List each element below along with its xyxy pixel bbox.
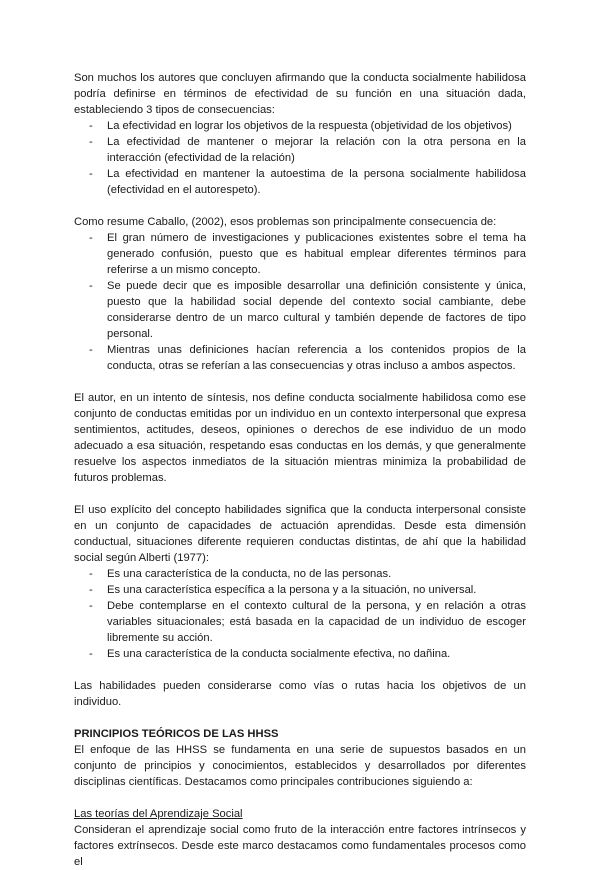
section-alberti <box>74 502 526 662</box>
list-problemas <box>74 230 526 374</box>
list-item: - Debe contemplarse en el contexto cultural de la persona, y en relación a otras variables situacionales; está basada en la capacidad de un individuo de escoger libremente su acción. <box>89 600 526 644</box>
section-principios <box>74 726 526 790</box>
paragraph-alberti: El uso explícito del concepto habilidades significa que la conducta interpersonal consiste en un conjunto de capacidades de actuación aprendidas. Desde esta dimensión conductual, situaciones diferente requieren conductas distintas, de ahí que la habilidad social según Alberti (1977): <box>74 504 526 564</box>
bullet-dash: - <box>89 648 93 660</box>
section-heading: PRINCIPIOS TEÓRICOS DE LAS HHSS <box>74 728 279 740</box>
bullet-dash: - <box>89 344 93 356</box>
section-caballo <box>74 214 526 374</box>
paragraph-intro: Son muchos los autores que concluyen afirmando que la conducta socialmente habilidosa podría definirse en términos de efectividad de su función en una situación dada, estableciendo 3 tipos de consecuencias: <box>74 72 526 116</box>
list-item: - La efectividad en mantener la autoestima de la persona socialmente habilidosa (efectividad en el autorespeto). <box>89 168 526 196</box>
section-consecuencias <box>74 70 526 198</box>
paragraph-enfoque: El enfoque de las HHSS se fundamenta en una serie de supuestos basados en un conjunto de principios y conocimientos, establecidos y desarrollados por diferentes disciplinas científicas. Destacamos como principales contribuciones siguiendo a: <box>74 744 526 788</box>
bullet-dash: - <box>89 120 93 132</box>
paragraph-aprendizaje: Consideran el aprendizaje social como fruto de la interacción entre factores intrínsecos y factores extrínsecos. Desde este marco destacamos como fundamentales procesos como el <box>74 824 526 868</box>
list-item: - Es una característica de la conducta socialmente efectiva, no dañina. <box>89 648 451 660</box>
list-consecuencias <box>74 118 526 198</box>
list-item: - El gran número de investigaciones y publicaciones existentes sobre el tema ha generado confusión, puesto que es habitual emplear diferentes términos para referirse a un mismo concepto. <box>89 232 526 276</box>
list-alberti <box>74 566 526 662</box>
list-item: - Mientras unas definiciones hacían referencia a los contenidos propios de la conducta, otras se referían a las consecuencias y otras incluso a ambos aspectos. <box>89 344 526 372</box>
bullet-dash: - <box>89 232 93 244</box>
list-item: - Es una característica de la conducta, no de las personas. <box>89 568 392 580</box>
paragraph-caballo: Como resume Caballo, (2002), esos problemas son principalmente consecuencia de: <box>74 216 497 228</box>
list-item: - La efectividad de mantener o mejorar la relación con la otra persona en la interacción (efectividad de la relación) <box>89 136 526 164</box>
bullet-dash: - <box>89 280 93 292</box>
section-rutas <box>74 678 526 710</box>
document-page <box>74 70 526 870</box>
bullet-dash: - <box>89 584 93 596</box>
section-aprendizaje-social <box>74 806 526 870</box>
bullet-dash: - <box>89 136 93 148</box>
paragraph-rutas: Las habilidades pueden considerarse como vías o rutas hacia los objetivos de un individuo. <box>74 680 526 708</box>
list-item: - Se puede decir que es imposible desarrollar una definición consistente y única, puesto que la habilidad social depende del contexto social cambiante, debe considerarse dentro de un marco cultural y también depende de factores de tipo personal. <box>89 280 526 340</box>
bullet-dash: - <box>89 168 93 180</box>
bullet-dash: - <box>89 568 93 580</box>
section-sintesis <box>74 390 526 486</box>
list-item: - La efectividad en lograr los objetivos de la respuesta (objetividad de los objetivos) <box>89 120 512 132</box>
paragraph-sintesis: El autor, en un intento de síntesis, nos define conducta socialmente habilidosa como ese conjunto de conductas emitidas por un individuo en un contexto interpersonal que expresa sentimientos, actitudes, deseos, opiniones o derechos de ese individuo de un modo adecuado a esa situación, respetando esas conductas en los demás, y que generalmente resuelve los aspectos inmediatos de la situación mientras minimiza la probabilidad de futuros problemas. <box>74 392 526 484</box>
subheading: Las teorías del Aprendizaje Social <box>74 808 243 820</box>
bullet-dash: - <box>89 600 93 612</box>
list-item: - Es una característica específica a la persona y a la situación, no universal. <box>89 584 477 596</box>
